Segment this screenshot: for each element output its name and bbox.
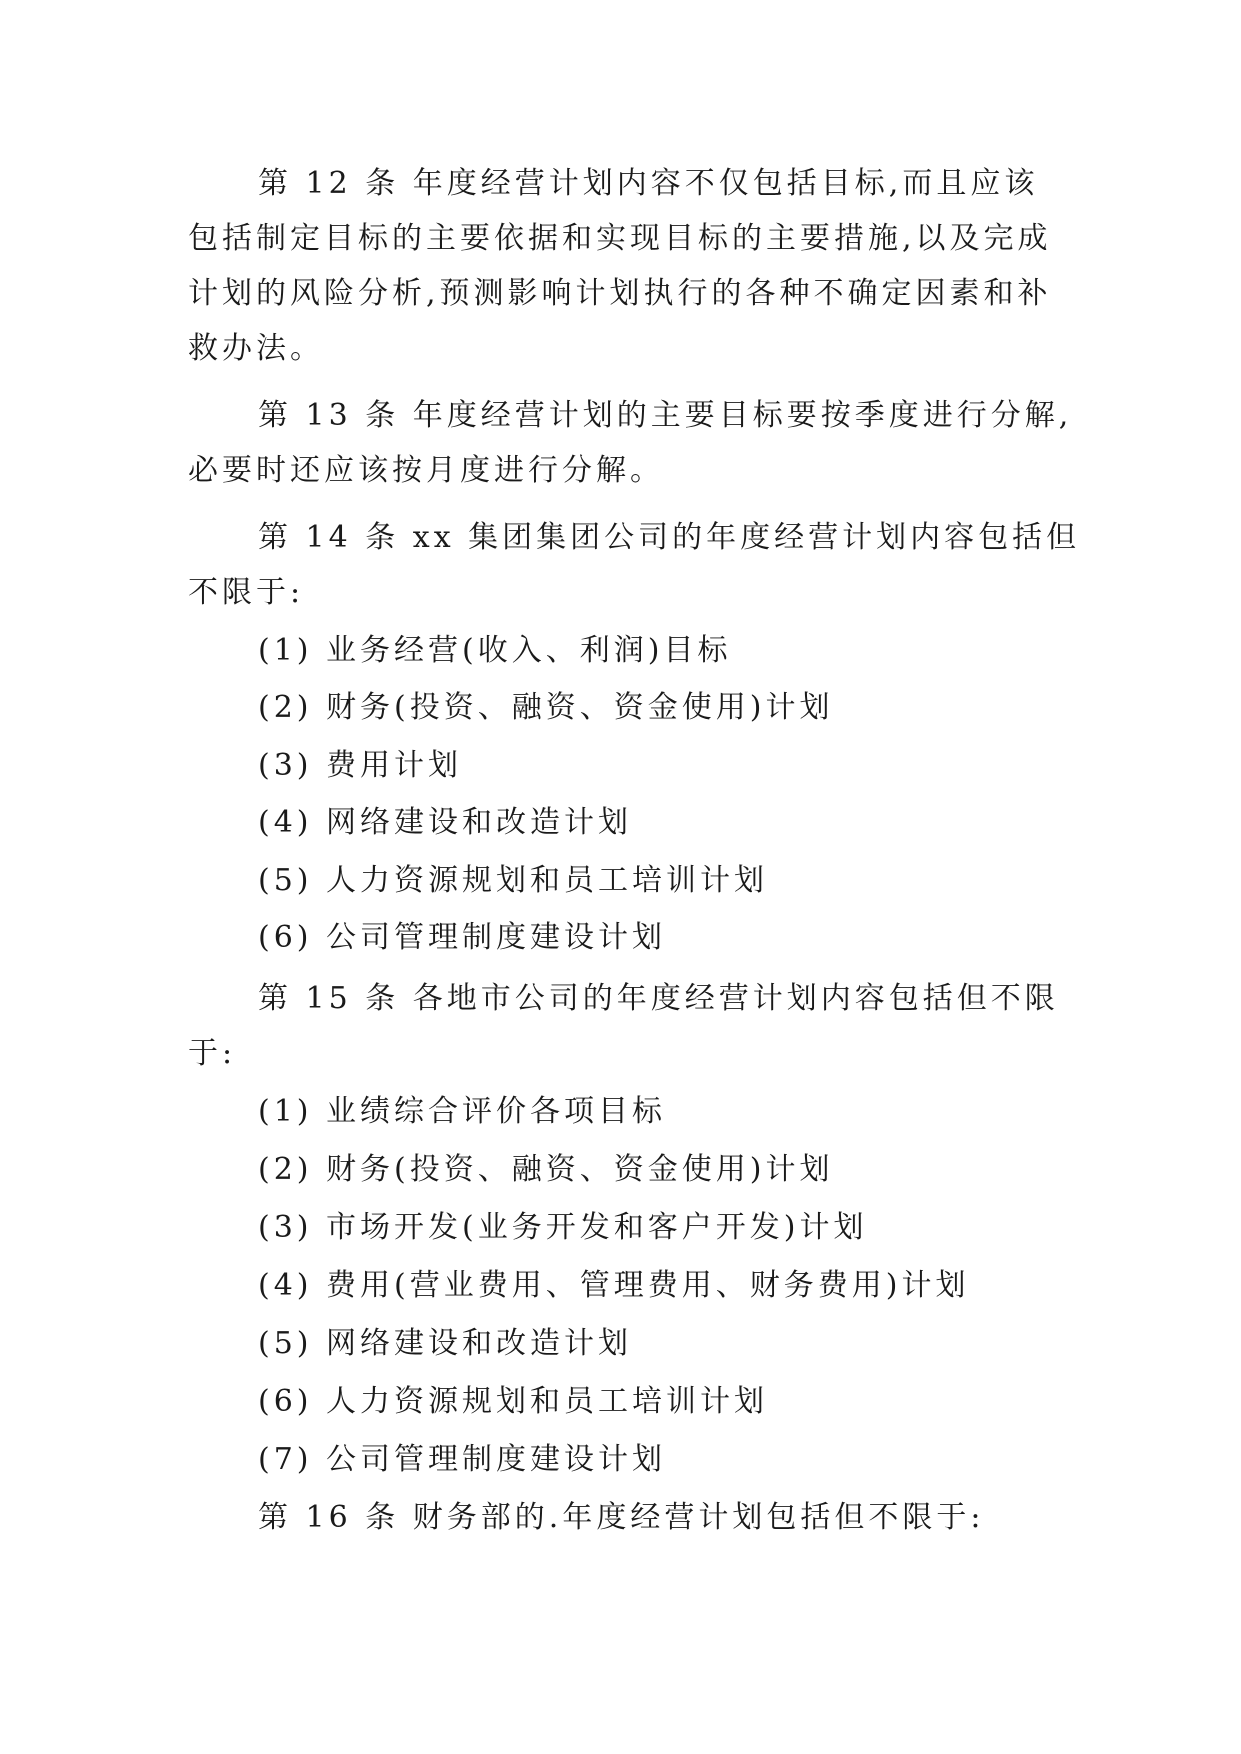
list-item: (7) 公司管理制度建设计划 [258, 1442, 667, 1477]
article-13-line-2: 必要时还应该按月度进行分解。 [188, 453, 664, 488]
list-item: (6) 人力资源规划和员工培训计划 [258, 1384, 769, 1419]
article-13-line-1: 第 13 条 年度经营计划的主要目标要按季度进行分解, [258, 398, 1073, 433]
list-item: (5) 网络建设和改造计划 [258, 1326, 633, 1361]
article-16-line-1: 第 16 条 财务部的.年度经营计划包括但不限于: [258, 1500, 985, 1535]
list-item: (4) 费用(营业费用、管理费用、财务费用)计划 [258, 1268, 970, 1303]
list-item: (5) 人力资源规划和员工培训计划 [258, 863, 769, 898]
article-12-line-2: 包括制定目标的主要依据和实现目标的主要措施,以及完成 [188, 221, 1052, 256]
list-item: (1) 业务经营(收入、利润)目标 [258, 633, 732, 668]
article-14-line-1: 第 14 条 xx 集团集团公司的年度经营计划内容包括但 [258, 520, 1081, 555]
article-12-line-3: 计划的风险分析,预测影响计划执行的各种不确定因素和补 [188, 276, 1052, 311]
list-item: (4) 网络建设和改造计划 [258, 805, 633, 840]
article-15-line-1: 第 15 条 各地市公司的年度经营计划内容包括但不限 [258, 981, 1059, 1016]
article-14-line-2: 不限于: [188, 575, 305, 610]
article-12-line-4: 救办法。 [188, 331, 324, 366]
list-item: (2) 财务(投资、融资、资金使用)计划 [258, 1152, 834, 1187]
list-item: (6) 公司管理制度建设计划 [258, 920, 667, 955]
article-12-line-1: 第 12 条 年度经营计划内容不仅包括目标,而且应该 [258, 166, 1039, 201]
list-item: (3) 费用计划 [258, 748, 463, 783]
article-15-line-2: 于: [188, 1036, 237, 1071]
list-item: (1) 业绩综合评价各项目标 [258, 1094, 667, 1129]
list-item: (3) 市场开发(业务开发和客户开发)计划 [258, 1210, 868, 1245]
list-item: (2) 财务(投资、融资、资金使用)计划 [258, 690, 834, 725]
